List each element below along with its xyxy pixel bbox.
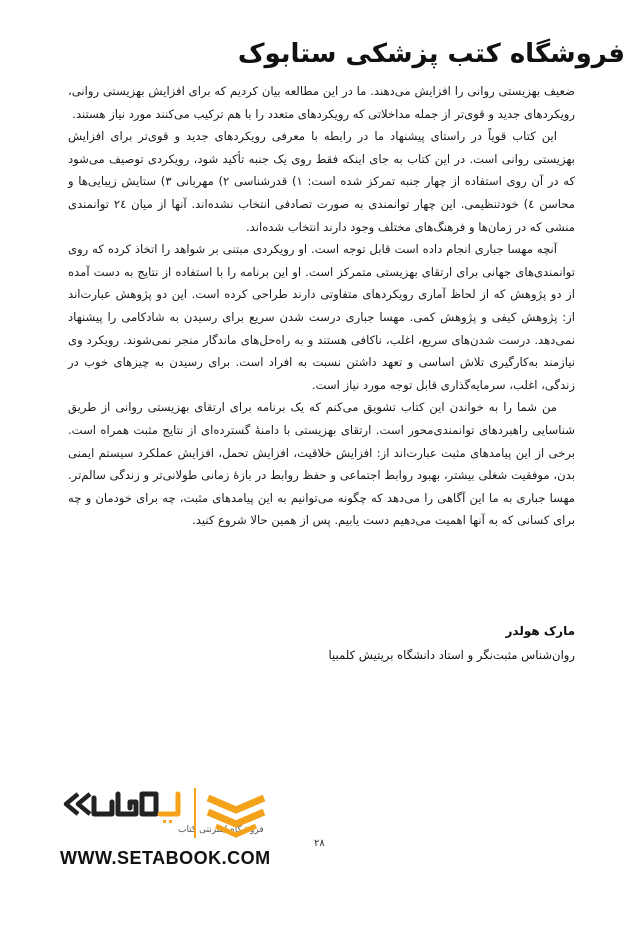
wordmark-accent (160, 794, 178, 814)
chevron-left-icon (78, 794, 90, 814)
page-header-title: فروشگاه کتب پزشکی ستابوک (237, 39, 625, 69)
website-url[interactable]: WWW.SETABOOK.COM (60, 848, 271, 868)
signature-title: روان‌شناس مثبت‌نگر و استاد دانشگاه بریتیش کلمبیا (328, 648, 575, 662)
signature-name: مارک هولدر (505, 624, 575, 638)
setabook-logo (60, 780, 290, 850)
body-text (68, 80, 575, 532)
paragraph: آنچه مهسا جباری انجام داده است قابل توجه است. او رویکردی مبتنی بر شواهد را اتخاذ کرده که روی توانمندی‌های جهانی برای ارتقای بهزیستی متمرکز است. او این برنامه را با استفاده از نتایج به دست آمده از دو پژوهش که از لحاظ آماری رویکردهای متفاوتی دارند طراحی کرده است. این دو پژوهش عبارت‌اند از: پژوهش کیفی و پژوهش کمی. مهسا جباری درست شدن سریع برای رسیدن به شادکامی را پیشنهاد نمی‌دهد. درست شدن‌های سریع، اغلب، ناکافی هستند و به راه‌حل‌های ماندگار منجر نمی‌شوند. رویکرد وی نیازمند به‌کارگیری تلاش اساسی و تعهد داشتن نسبت به افراد است. برای رسیدن به چیزهای خوب در زندگی، اغلب، سرمایه‌گذاری قابل توجه مورد نیاز است. (68, 242, 575, 392)
paragraph: ضعیف بهزیستی روانی را افزایش می‌دهند. ما در این مطالعه بیان کردیم که برای افزایش بهزیستی روانی، رویکردهای جدید و قوی‌تر از جمله مداخلاتی که رویکردهای متعدد را با هم ترکیب می‌کنند مورد نیاز هستند. (68, 84, 575, 121)
paragraph: من شما را به خواندن این کتاب تشویق می‌کنم که یک برنامه برای ارتقای بهزیستی روانی از طریق شناسایی راهبردهای توانمندی‌محور است. ارتقای بهزیستی با دامنهٔ گسترده‌ای از نتایج مثبت همراه است. برخی از این پیامدهای مثبت عبارت‌اند از: افزایش خلاقیت، افزایش تحمل، افزایش عملکرد سیستم ایمنی بدن، موفقیت شغلی بیشتر، بهبود روابط اجتماعی و حفظ روابط در بازهٔ زمانی طولانی‌تر و زندگی سالم‌تر. مهسا جباری به ما این آگاهی را می‌دهد که چگونه می‌توانیم به این پیامدهای مثبت، چه برای خودمان و چه برای کسانی که به آنها اهمیت می‌دهیم دست یابیم. پس از همین حالا شروع کنید. (68, 400, 575, 528)
logo-tagline: فروشگاه اینترنتی کتاب (178, 825, 264, 835)
wordmark-shape (94, 794, 156, 814)
paragraph: این کتاب قویاً در راستای پیشنهاد ما در رابطه با معرفی رویکردهای جدید و قوی‌تر برای افزایش بهزیستی روانی است. در این کتاب به جای اینکه فقط روی یک جنبه تأکید شود، رویکردی توصیف می‌شود که در آن روی استفاده از چهار جنبه تمرکز شده است: ۱) قدرشناسی ۲) مهربانی ۳) ستایش زیبایی‌ها و محاسن ٤) خودتنظیمی. این چهار توانمندی به صورت تصادفی انتخاب نشده‌اند. آنها از میان ۲٤ توانمندی منشی که در زمان‌ها و فرهنگ‌های مختلف وجود دارند انتخاب شده‌اند. (68, 129, 576, 234)
page-number: ۲۸ (314, 838, 325, 849)
